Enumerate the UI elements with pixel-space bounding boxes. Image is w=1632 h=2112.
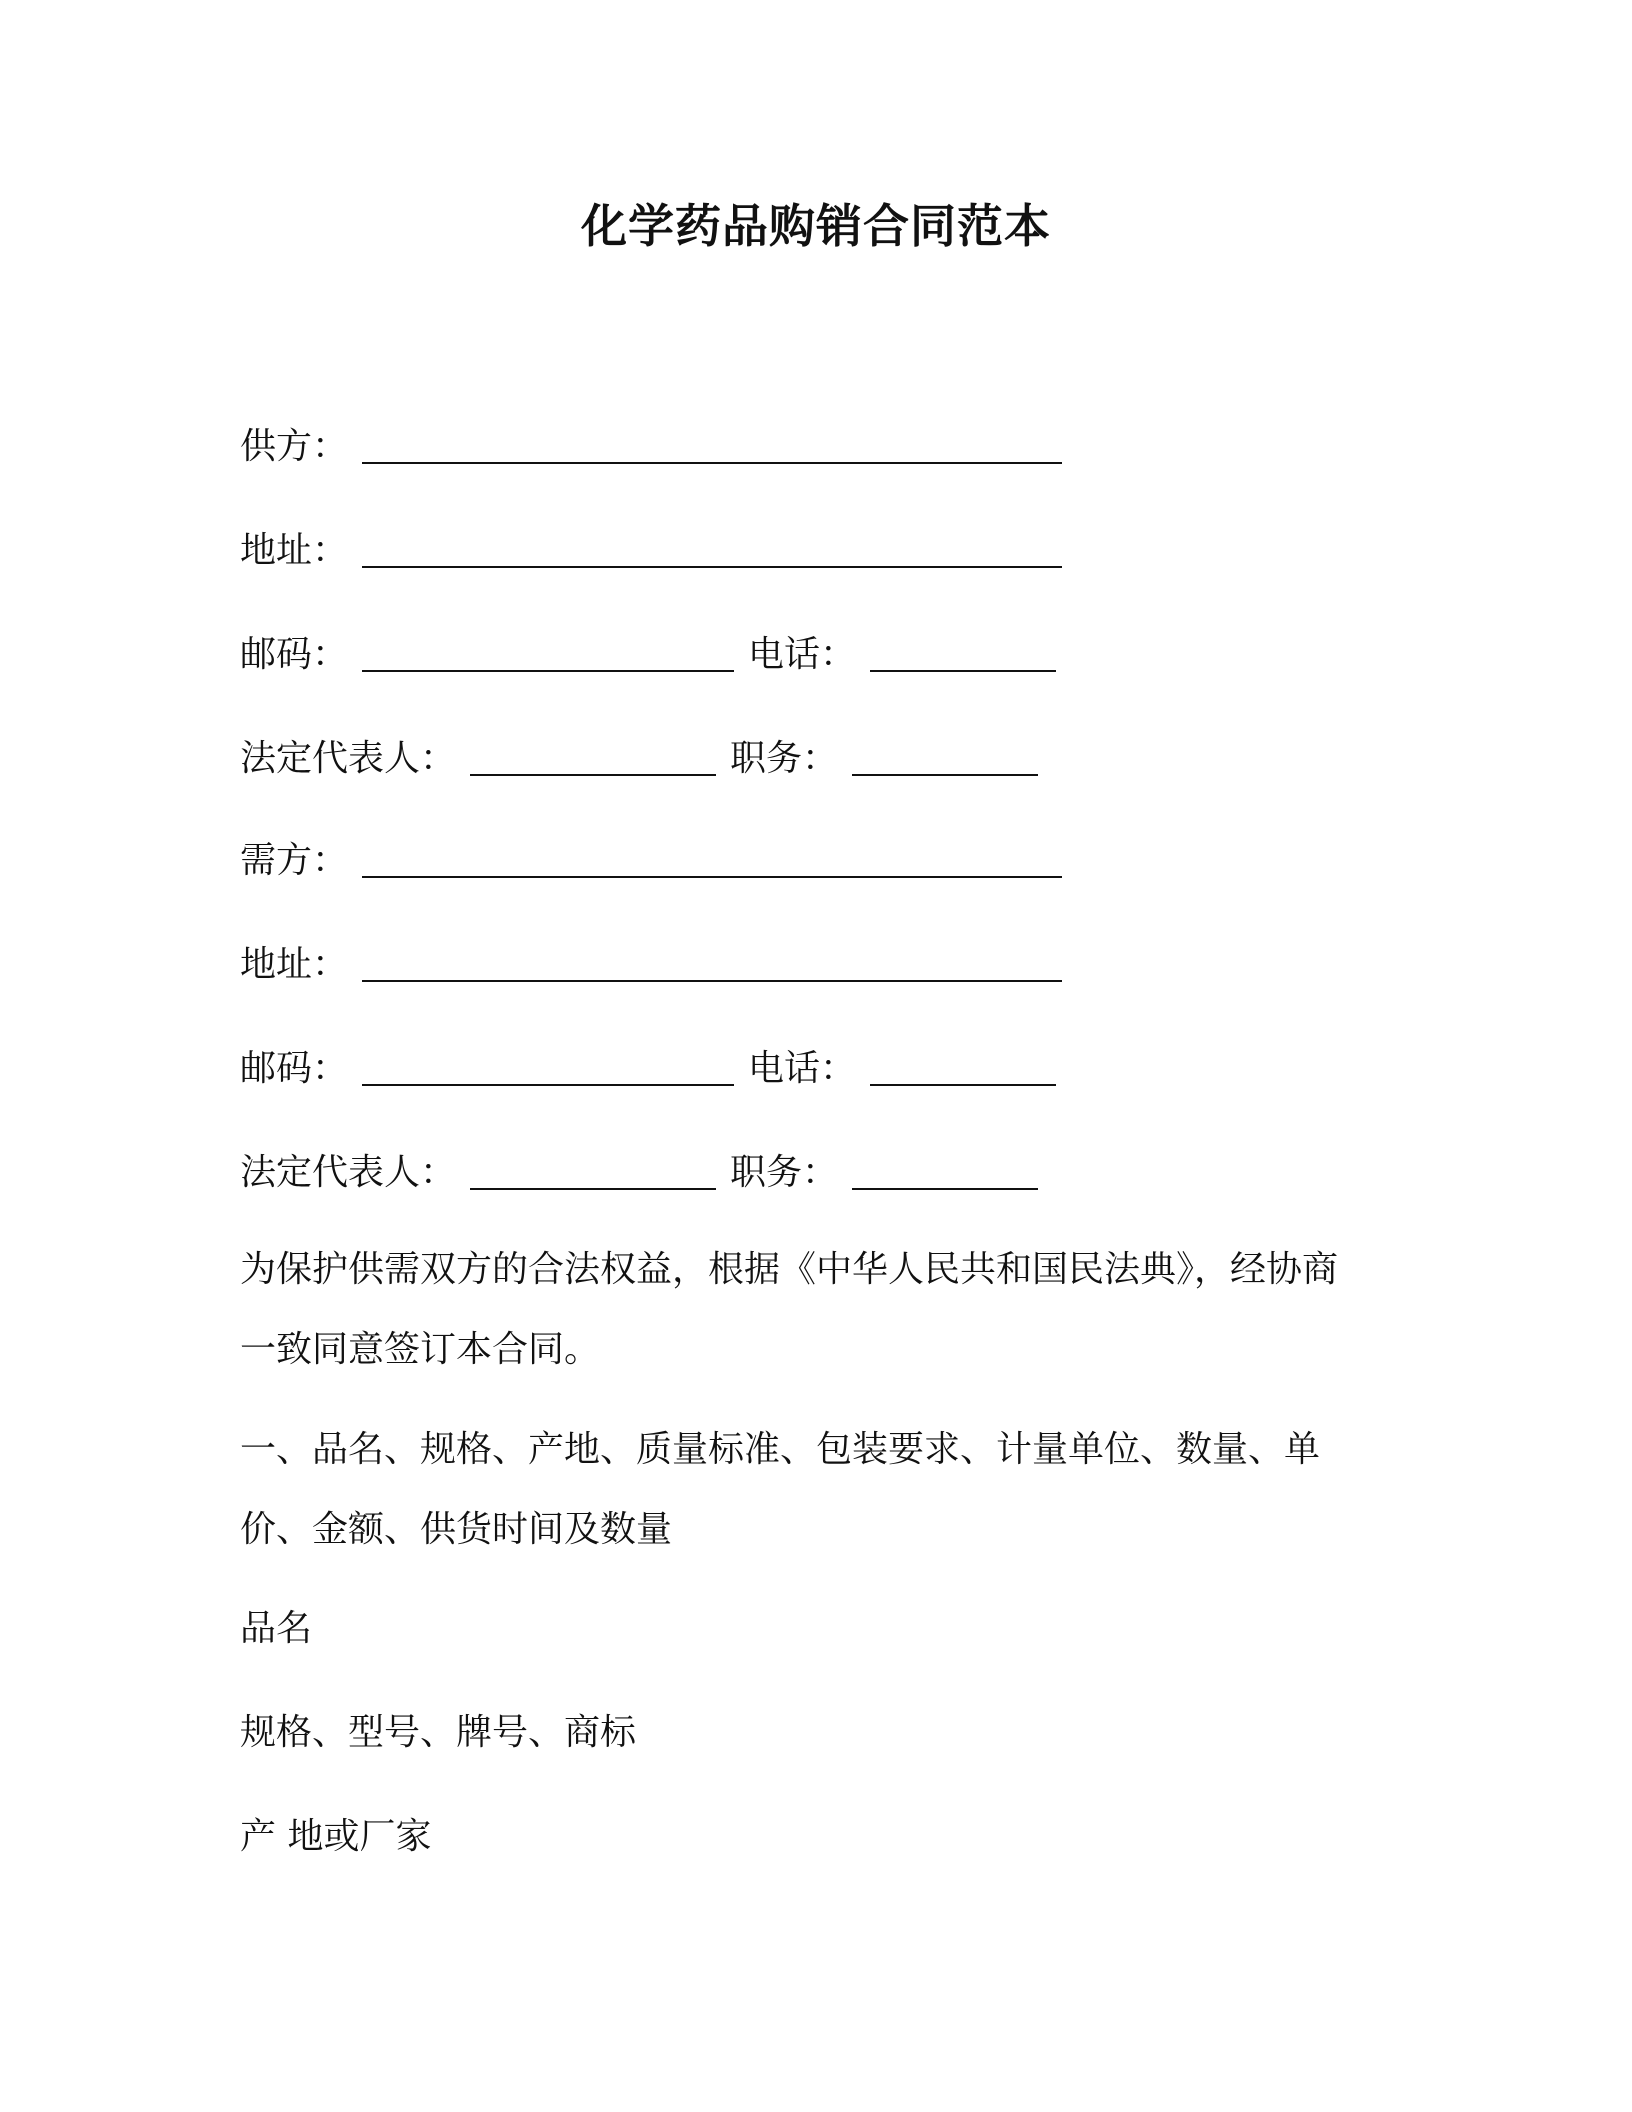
buyer-position-blank [852,1188,1038,1190]
supplier-phone-blank [870,670,1056,672]
supplier-party-label: 供方： [240,426,349,467]
item-origin: 产 地或厂家 [240,1816,432,1857]
supplier-phone-label: 电话： [748,634,857,675]
buyer-position-label: 职务： [730,1152,839,1193]
buyer-contact-line [240,1044,1070,1094]
document-title: 化学药品购销合同范本 [581,199,1051,253]
supplier-address-blank [362,566,1062,568]
supplier-contact-line [240,630,1070,680]
buyer-phone-label: 电话： [748,1048,857,1089]
buyer-party-blank [362,876,1062,878]
buyer-party-label: 需方： [240,840,349,881]
buyer-phone-blank [870,1084,1056,1086]
item-specification: 规格、型号、牌号、商标 [240,1712,637,1753]
supplier-legal-rep-label: 法定代表人： [240,738,457,779]
buyer-address-blank [362,980,1062,982]
supplier-party-blank [362,462,1062,464]
buyer-postcode-blank [362,1084,734,1086]
buyer-legal-rep-label: 法定代表人： [240,1152,457,1193]
buyer-address-line [240,940,1076,990]
supplier-position-blank [852,774,1038,776]
supplier-position-label: 职务： [730,738,839,779]
item-line [240,1812,431,1862]
item-line [240,1604,312,1654]
supplier-rep-line [240,734,1052,784]
buyer-address-label: 地址： [240,944,349,985]
section-1-heading: 一、品名、规格、产地、质量标准、包装要求、计量单位、数量、单价、金额、供货时间及数量 [240,1429,1321,1550]
buyer-legal-rep-blank [470,1188,716,1190]
item-product-name: 品名 [240,1608,313,1649]
buyer-postcode-label: 邮码： [240,1048,349,1089]
supplier-postcode-blank [362,670,734,672]
buyer-rep-line [240,1148,1052,1198]
supplier-postcode-label: 邮码： [240,634,349,675]
supplier-address-line [240,526,1076,576]
item-line [240,1708,636,1758]
buyer-party-line [240,836,1076,886]
supplier-party-line [240,422,1076,472]
preamble-paragraph: 为保护供需双方的合法权益，根据《中华人民共和国民法典》，经协商一致同意签订本合同。 [240,1249,1339,1370]
supplier-address-label: 地址： [240,530,349,571]
supplier-legal-rep-blank [470,774,716,776]
